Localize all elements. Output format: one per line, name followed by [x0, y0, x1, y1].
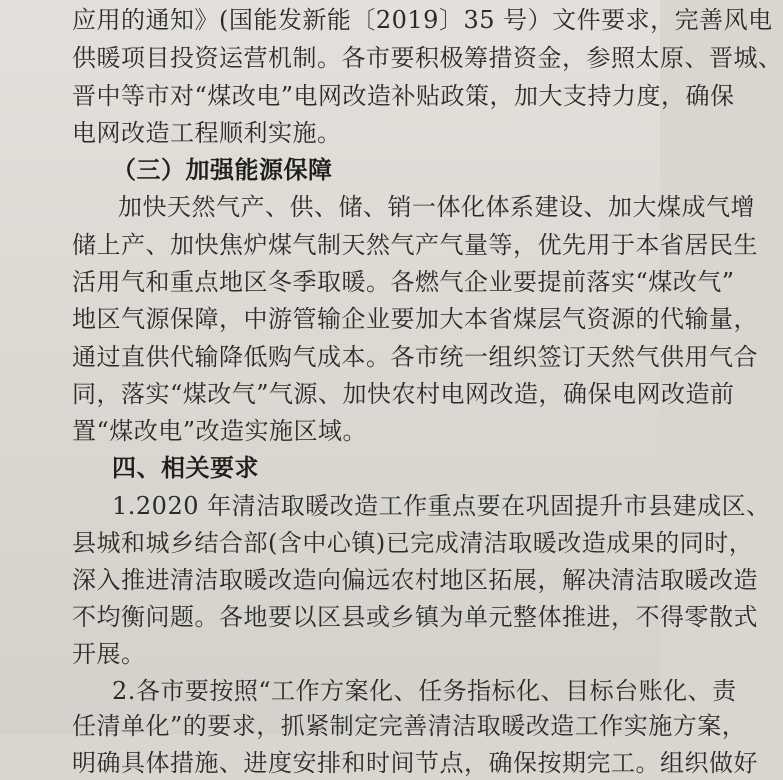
text-line: 置“煤改电”改造实施区域。 — [72, 417, 368, 445]
text-line: 应用的通知》(国能发新能〔2019〕35 号）文件要求，完善风电 — [72, 6, 773, 34]
text-line: 2.各市要按照“工作方案化、任务指标化、目标台账化、责 — [112, 677, 737, 705]
text-line: 同，落实“煤改气”气源、加快农村电网改造，确保电网改造前 — [72, 380, 735, 408]
text-line: 深入推进清洁取暖改造向偏远农村地区拓展，解决清洁取暖改造 — [72, 566, 758, 594]
text-line: 供暖项目投资运营机制。各市要积极筹措资金，参照太原、晋城、 — [72, 44, 783, 72]
text-line: 通过直供代输降低购气成本。各市统一组织签订天然气供用气合 — [72, 343, 758, 371]
text-line: 储上产、加快焦炉煤气制天然气产气量等，优先用于本省居民生 — [72, 231, 758, 259]
section-heading: 四、相关要求 — [112, 454, 259, 482]
text-line: 开展。 — [72, 640, 146, 668]
text-line: 县城和城乡结合部(含中心镇)已完成清洁取暖改造成果的同时， — [72, 529, 754, 557]
section-heading: （三）加强能源保障 — [112, 156, 333, 184]
text-line: 电网改造工程顺利实施。 — [72, 119, 342, 147]
text-line: 1.2020 年清洁取暖改造工作重点要在巩固提升市县建成区、 — [112, 492, 771, 520]
text-line: 活用气和重点地区冬季取暖。各燃气企业要提前落实“煤改气” — [72, 268, 735, 296]
text-line: 晋中等市对“煤改电”电网改造补贴政策，加大支持力度，确保 — [72, 82, 735, 110]
text-line: 明确具体措施、进度安排和时间节点，确保按期完工。组织做好 — [72, 749, 758, 777]
text-line: 任清单化”的要求，抓紧制定完善清洁取暖改造工作实施方案， — [72, 712, 747, 740]
text-line: 不均衡问题。各地要以区县或乡镇为单元整体推进，不得零散式 — [72, 603, 758, 631]
text-line: 地区气源保障，中游管输企业要加大本省煤层气资源的代输量， — [72, 305, 758, 333]
text-line: 加快天然气产、供、储、销一体化体系建设、加大煤成气增 — [118, 193, 755, 221]
